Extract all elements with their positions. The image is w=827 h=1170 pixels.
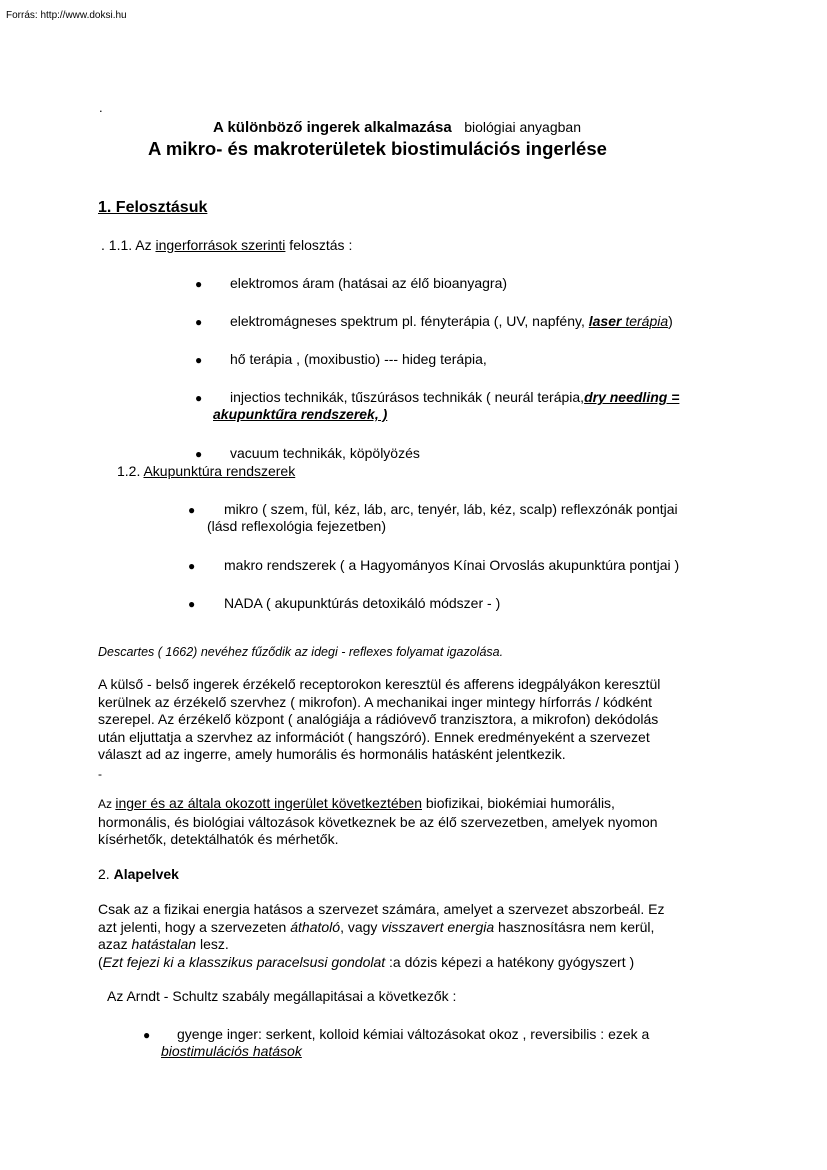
list-item: elektromos áram (hatásai az élő bioanyagra) [230,275,508,291]
para3-text: ( [98,953,103,970]
para3-text: azt jelenti, hogy a szervezeten [98,918,291,935]
page-title-line1 [213,119,581,136]
paragraph-line: választ ad az ingerre, amely humorális és hormonális hatásként jelentkezik. [98,746,566,762]
para3-text: lesz. [196,936,229,952]
para3-text: hasznosításra nem kerül, [494,918,655,935]
laser-term: laser [588,313,622,329]
list-item-continuation: akupunktűra rendszerek, ) [213,406,388,422]
bullet-icon: ● [195,391,203,405]
section2-title: Alapelvek [113,866,179,882]
paragraph-line: kerülnek az érzékelő szervhez ( mikrofon). A mechanikai inger mintegy hírforrás / kódként [98,693,653,710]
bullet-icon: ● [188,503,196,517]
title-bold: A különböző ingerek alkalmazása [213,119,452,136]
para2-az: Az [98,797,116,811]
dry-needling-term: dry needling = [584,389,680,405]
list-item [230,313,673,329]
arndt-line: Az Arndt - Schultz szabály megállapitásai a következők : [107,988,457,1004]
section2-heading [98,866,179,882]
leading-dot: . [99,100,103,115]
sub1-underlined: ingerforrások szerinti [155,237,286,253]
sub1-suffix: felosztás : [285,237,353,253]
list-item: mikro ( szem, fül, kéz, láb, arc, tenyér, láb, kéz, scalp) reflexzónák pontjai [224,501,678,517]
para3-text: , vagy [340,918,382,935]
list-item-continuation: (lásd reflexológia fejezetben) [207,518,386,534]
page-title-line2: A mikro- és makroterületek biostimulációs ingerlése [148,138,607,159]
bullet-icon: ● [188,597,196,611]
bullet-icon: ● [195,277,203,291]
sub2-heading [117,463,295,479]
para3-italic: áthatoló [290,918,341,935]
list-item [230,389,679,405]
paragraph-line: hormonális, és biológiai változások következnek be az élő szervezetben, amelyek nyomon [98,813,658,830]
item-text: injectios technikák, tűszúrásos technikák ( neurál terápia, [230,389,585,405]
bullet-icon: ● [195,315,203,329]
paragraph-line: Csak az a fizikai energia hatásos a szervezet számára, amelyet a szervezet abszorbeál. Ez [98,901,665,917]
paragraph-2 [98,795,658,849]
bullet-icon: ● [188,559,196,573]
list-item: NADA ( akupunktúrás detoxikáló módszer - ) [224,595,501,611]
bullet-icon: ● [143,1028,151,1042]
paragraph-1 [98,676,660,764]
sub1-prefix: . 1.1. Az [101,237,156,253]
paragraph-line: után eljuttatja a szervhez az információt ( hangszóró). Ennek eredményeként a szervezet [98,728,650,745]
list-item: gyenge inger: serkent, kolloid kémiai változásokat okoz , reversibilis : ezek a [177,1026,650,1042]
para2-underlined: inger és az általa okozott ingerület következtében [115,795,422,811]
item-text-end: ) [668,313,673,329]
paragraph-line: szerepel. Az érzékelő központ ( analógiája a rádióvevő tranzisztora, a mikrofon) dekódolás [98,711,659,727]
para3-italic: hatástalan [131,936,197,952]
para3-italic: visszavert energia [381,918,495,935]
list-item: hő terápia , (moxibustio) --- hideg terápia, [230,351,487,367]
sub2-underlined: Akupunktúra rendszerek [143,463,296,479]
sub2-prefix: 1.2. [117,463,144,479]
section1-heading: 1. Felosztásuk [98,199,208,216]
source-note: Forrás: http://www.doksi.hu [6,10,127,21]
title-rest: biológiai anyagban [464,119,581,135]
para3-text: :a dózis képezi a hatékony gyógyszert ) [385,953,635,970]
list-item-continuation: biostimulációs hatások [161,1043,302,1059]
paragraph-line: kísérhetők, detektálhatók és mérhetők. [98,831,339,847]
para3-text: azaz [98,936,132,952]
paragraph-3 [98,901,664,971]
list-item: makro rendszerek ( a Hagyományos Kínai Orvoslás akupunktúra pontjai ) [224,557,680,573]
item-text: elektromágneses spektrum pl. fényterápia (, UV, napfény, [230,313,589,329]
section2-number: 2. [98,866,114,882]
dash: - [98,767,102,781]
sub1-heading [101,237,352,253]
descartes-note: Descartes ( 1662) nevéhez fűződik az idegi - reflexes folyamat igazolása. [98,645,504,659]
bullet-icon: ● [195,447,203,461]
para2-rest: biofizikai, biokémiai humorális, [421,795,615,811]
bullet-icon: ● [195,353,203,367]
paragraph-line: A külső - belső ingerek érzékelő receptorokon keresztül és afferens idegpályákon keresztül [98,676,661,692]
terapia-term: terápia [621,313,669,329]
para3-italic: Ezt fejezi ki a klasszikus paracelsusi gondolat [102,953,386,970]
list-item: vacuum technikák, köpölyözés [230,445,420,461]
